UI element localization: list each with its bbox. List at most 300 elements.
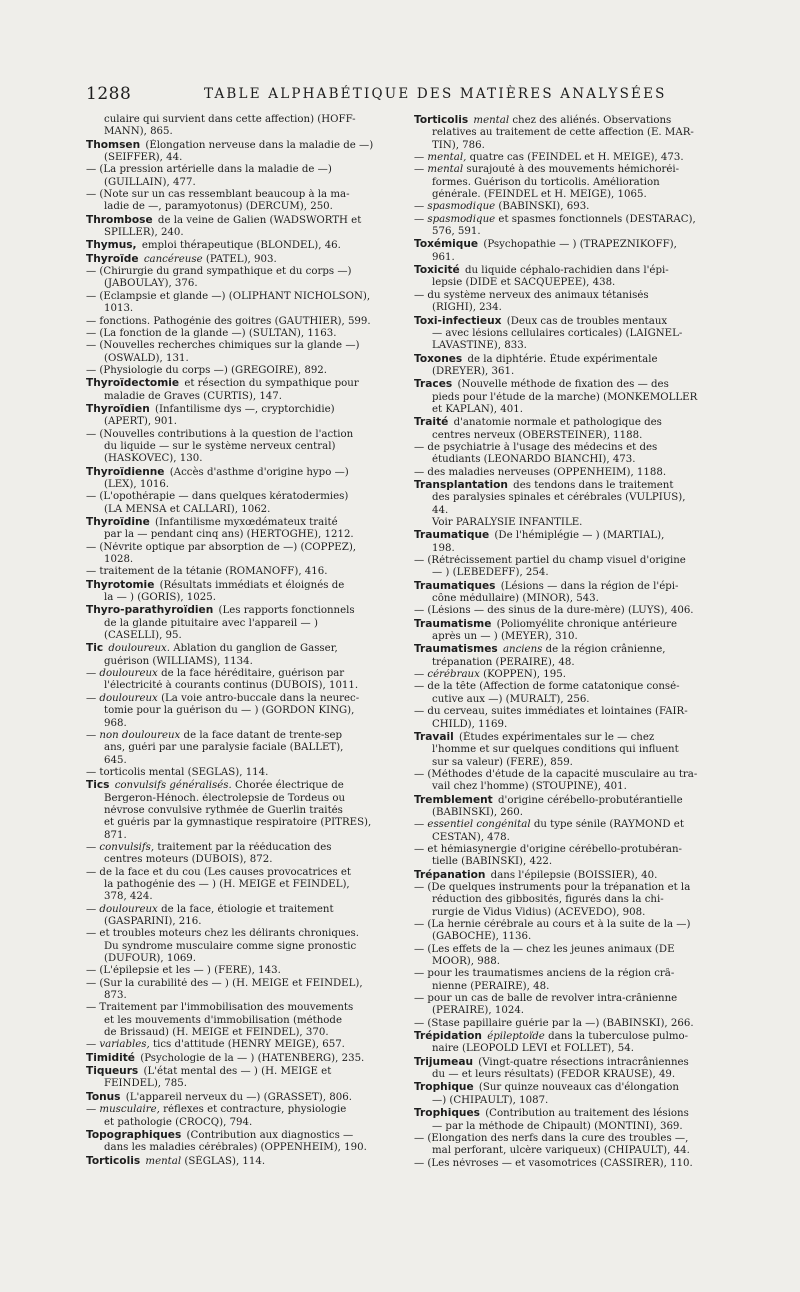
- index-entry-line: [86, 278, 388, 290]
- index-entry-line: [86, 377, 388, 390]
- index-text: — avec lésions cellulaires corticales) (LAIGNEL-: [432, 327, 683, 339]
- index-entry-line: [86, 1078, 388, 1090]
- index-entry-line: [86, 928, 388, 940]
- index-qualifier: convulsifs généralisés.: [114, 780, 232, 792]
- index-entry: [86, 403, 388, 429]
- index-entry-line: [414, 807, 716, 819]
- index-headword: Thyrotomie: [86, 578, 155, 591]
- index-entry-line: [86, 189, 388, 201]
- index-text: (DUFOUR), 1069.: [104, 953, 197, 965]
- index-entry-line: [86, 504, 388, 516]
- index-entry-line: [414, 669, 716, 681]
- index-text: lepsie (DIDE et SACQUÉPÉE), 438.: [432, 277, 616, 289]
- index-entry-line: [414, 290, 716, 302]
- index-entry-line: [86, 854, 388, 866]
- index-text: (De l'hémiplégie — ) (MARTIAL),: [494, 530, 665, 542]
- index-text: réduction des gibbosités, figurés dans la chi-: [432, 894, 664, 906]
- index-text: Chorée électrique de: [234, 780, 344, 792]
- index-text: (DREYER), 361.: [432, 365, 515, 377]
- index-text: 645.: [104, 754, 127, 766]
- index-entry-line: [86, 353, 388, 365]
- index-text: — Traitement par l'immobilisation des mouvements: [86, 1002, 354, 1014]
- index-entry: [86, 978, 388, 1003]
- index-entry: [86, 668, 388, 693]
- index-headword: Toxi-infectieux: [414, 314, 502, 327]
- index-entry-line: [414, 681, 716, 693]
- index-entry-line: [414, 907, 716, 919]
- index-entry-line: [86, 403, 388, 416]
- index-text: — (La fonction de la glande —) (SULTAN), 1163.: [86, 327, 337, 339]
- index-entry-line: [414, 140, 716, 152]
- index-entry-line: [414, 1121, 716, 1133]
- index-entry: [86, 139, 388, 165]
- index-entry-line: [414, 719, 716, 731]
- index-text: (OSWALD), 131.: [104, 352, 189, 364]
- index-text: — (Chirurgie du grand sympathique et du corps —): [86, 266, 352, 278]
- index-text: et pathologie (CROCQ), 794.: [104, 1116, 253, 1128]
- index-text: formes. Guérison du torticolis. Amélioration: [432, 176, 660, 188]
- index-text: ladie de —, paramyotonus) (DERCUM), 250.: [104, 201, 333, 213]
- index-text: (APERT), 901.: [104, 416, 178, 428]
- index-entry-line: [414, 781, 716, 793]
- index-entry: [414, 944, 716, 969]
- index-entry-line: [414, 1133, 716, 1145]
- index-entry-line: [414, 1056, 716, 1069]
- index-text: — (L'épilepsie et les — ) (FÉRÉ), 143.: [86, 965, 281, 977]
- index-text: et les mouvements d'immobilisation (méthode: [104, 1014, 342, 1026]
- index-text: la pathogénie des — ) (H. MEIGE et FEINDEL),: [104, 878, 350, 890]
- index-headword: Timidité: [86, 1051, 135, 1064]
- index-entry: [86, 214, 388, 240]
- index-entry-line: [86, 990, 388, 1002]
- index-entry: [86, 965, 388, 977]
- index-entry-line: [414, 819, 716, 831]
- index-entry: [86, 266, 388, 291]
- index-entry-line: [86, 554, 388, 566]
- index-entry-line: [414, 152, 716, 164]
- index-entry-line: [86, 705, 388, 717]
- index-entry-line: [414, 618, 716, 631]
- index-text: — pour un cas de balle de revolver intra-crânienne: [414, 993, 678, 1005]
- index-entry-line: [414, 694, 716, 706]
- index-text: (Psychopathie — ) (TRAPEZNIKOFF),: [483, 239, 677, 251]
- index-text: (Vingt-quatre résections intracrâniennes: [478, 1056, 689, 1068]
- index-text: d'origine cérébello-probutérantielle: [498, 794, 683, 806]
- index-headword: Trépidation: [414, 1030, 482, 1043]
- index-entry-line: [86, 693, 388, 705]
- index-text: — (Eclampsie et glande —) (OLIPHANT NICHOLSON),: [86, 290, 371, 302]
- index-entry-line: [414, 856, 716, 868]
- index-entry-line: [414, 882, 716, 894]
- index-text: du liquide — sur le système nerveux central): [104, 440, 336, 452]
- index-entry-line: [414, 1069, 716, 1081]
- index-entry-line: [414, 657, 716, 669]
- index-entry: [414, 643, 716, 669]
- index-entry-line: [86, 453, 388, 465]
- index-qualifier: mental: [145, 1155, 182, 1167]
- index-entry-line: [86, 680, 388, 692]
- index-text: 378, 424.: [104, 891, 153, 903]
- index-entry: [414, 731, 716, 769]
- index-qualifier: épileptoïde: [487, 1031, 545, 1043]
- index-text: —) (CHIPAULT), 1087.: [432, 1094, 549, 1106]
- index-entry: [414, 517, 716, 529]
- index-entry: [86, 693, 388, 730]
- index-entry: [86, 779, 388, 842]
- index-text: centres nerveux (OBERSTEINER), 1188.: [432, 429, 643, 441]
- index-entry-line: [414, 252, 716, 264]
- index-text: (Résultats immédiats et éloignés de: [159, 579, 345, 591]
- index-text: pieds pour l'étude de la marche) (MONKEMOLLER: [432, 391, 698, 403]
- index-entry-line: [414, 1018, 716, 1030]
- index-entry-line: [86, 867, 388, 879]
- index-subheading: — variables,: [86, 1039, 150, 1051]
- index-text: — et troubles moteurs chez les délirants chroniques.: [86, 928, 359, 940]
- index-text: (PÉRAIRE), 1024.: [432, 1005, 525, 1017]
- index-text: — par la méthode de Chipault) (MONTINI), 369.: [432, 1120, 683, 1132]
- index-text: (RIGHI), 234.: [432, 302, 502, 314]
- index-text: — (Elongation des nerfs dans la cure des troubles —,: [414, 1132, 689, 1144]
- index-entry-line: [86, 164, 388, 176]
- index-text: — (La hernie cérébrale au cours et à la suite de la —): [414, 919, 691, 930]
- index-headword: Trijumeau: [414, 1055, 474, 1068]
- index-text: — (Physiologie du corps —) (GRÉGOIRE), 892.: [86, 364, 328, 376]
- index-text: étudiants (LEONARDO BIANCHI), 473.: [432, 454, 636, 466]
- index-entry-line: [414, 529, 716, 542]
- index-text: 44.: [432, 504, 449, 516]
- index-entry: [414, 605, 716, 617]
- index-text: du liquide céphalo-rachidien dans l'épi-: [464, 265, 669, 277]
- index-entry: [414, 794, 716, 820]
- index-headword: Traces: [414, 378, 453, 391]
- index-text: LAVASTINE), 833.: [432, 340, 527, 352]
- index-headword: Thymus,: [86, 239, 137, 252]
- index-entry-line: [86, 303, 388, 315]
- index-headword: Toxones: [414, 352, 463, 365]
- index-entry-line: [414, 277, 716, 289]
- index-entry: [86, 1091, 388, 1104]
- index-headword: Tiqueurs: [86, 1065, 139, 1078]
- index-entry: [86, 542, 388, 567]
- index-text: dans la tuberculose pulmo-: [548, 1031, 689, 1043]
- index-text: 871.: [104, 829, 127, 841]
- index-text: Bergeron-Hénoch. électrolepsie de Tordeus ou: [104, 792, 346, 804]
- index-text: 576, 591.: [432, 226, 481, 238]
- index-entry: [86, 239, 388, 252]
- index-entry-line: [414, 580, 716, 593]
- index-column-left: [86, 114, 388, 1234]
- index-text: (Contribution aux diagnostics —: [186, 1129, 354, 1141]
- index-entry: [86, 466, 388, 492]
- index-text: la — ) (GORIS), 1025.: [104, 592, 216, 604]
- index-entry: [414, 290, 716, 315]
- index-text: de la veine de Galien (WADSWORTH et: [157, 214, 362, 226]
- index-text: et guéris par la gymnastique respiratoire (PITRES),: [104, 817, 372, 829]
- index-entry-line: [86, 718, 388, 730]
- index-text: d'anatomie normale et pathologique des: [453, 417, 662, 429]
- index-text: CESTAN), 478.: [432, 831, 510, 843]
- index-entry-line: [414, 869, 716, 882]
- index-entry-line: [414, 832, 716, 844]
- index-text: (GABOCHE), 1136.: [432, 931, 532, 943]
- index-entry-line: [414, 931, 716, 943]
- index-entry-line: [414, 1005, 716, 1017]
- index-entry-line: [86, 391, 388, 403]
- index-text: — (Stase papillaire guérie par la —) (BABINSKI), 266.: [414, 1017, 694, 1029]
- index-entry: [414, 442, 716, 467]
- index-entry-line: [86, 227, 388, 239]
- index-entry-line: [414, 894, 716, 906]
- index-entry-line: [414, 315, 716, 328]
- index-entry-line: [86, 441, 388, 453]
- index-entry-line: [86, 1091, 388, 1104]
- index-entry-line: [86, 365, 388, 377]
- index-text: tielle (BABINSKI), 422.: [432, 856, 553, 868]
- index-headword: Thyroïde: [86, 252, 139, 265]
- running-title: TABLE ALPHABÉTIQUE DES MATIÈRES ANALYSÉES: [204, 86, 667, 102]
- index-text: (Deux cas de troubles mentaux: [506, 315, 668, 327]
- index-headword: Traumatiques: [414, 579, 496, 592]
- index-text: — du cerveau, suites immédiates et lointaines (FAIR-: [414, 706, 688, 718]
- index-entry-line: [86, 291, 388, 303]
- index-entry-line: [86, 656, 388, 668]
- index-entry-line: [86, 793, 388, 805]
- index-headword: Tic: [86, 642, 104, 655]
- index-text: — torticolis mental (SÉGLAS), 114.: [86, 766, 269, 778]
- index-text: par la — pendant cinq ans) (HERTOGHE), 1212.: [104, 529, 354, 541]
- index-headword: Thrombose: [86, 213, 153, 226]
- index-entry-line: [86, 340, 388, 352]
- index-text: névrose convulsive rythmée de Guerlin traités: [104, 804, 343, 816]
- index-entry-line: [414, 1145, 716, 1157]
- index-entry-line: [414, 543, 716, 555]
- index-entry-line: [414, 238, 716, 251]
- index-text: nienne (PÉRAIRE), 48.: [432, 980, 550, 992]
- index-text: de la face datant de trente-sep: [183, 729, 343, 741]
- index-entry-line: [414, 631, 716, 643]
- index-entry: [414, 919, 716, 944]
- index-text: quatre cas (FEINDEL et H. MEIGE), 473.: [469, 152, 684, 164]
- index-headword: Traité: [414, 416, 449, 429]
- index-entry-line: [414, 264, 716, 277]
- index-text: 1028.: [104, 554, 134, 566]
- index-text: — (L'opothérapie — dans quelques kératodermies): [86, 491, 349, 503]
- index-entry: [86, 328, 388, 340]
- index-text: Du syndrome musculaire comme signe pronostic: [104, 940, 357, 952]
- index-text: dans les maladies cérébrales) (OPPENHEIM), 190.: [104, 1142, 367, 1154]
- index-entry-line: [86, 1039, 388, 1051]
- index-entry-line: [414, 442, 716, 454]
- index-entry-line: [414, 1030, 716, 1043]
- index-text: (Poliomyélite chronique antérieure: [496, 618, 677, 630]
- index-entry: [86, 516, 388, 542]
- index-entry: [414, 1158, 716, 1170]
- index-entry: [414, 1056, 716, 1082]
- index-text: 961.: [432, 251, 455, 263]
- index-entry-line: [86, 805, 388, 817]
- index-entry-line: [414, 505, 716, 517]
- index-subheading: — spasmodique: [414, 201, 496, 213]
- index-entry: [414, 1133, 716, 1158]
- index-text: trépanation (PÉRAIRE), 48.: [432, 656, 575, 668]
- index-text: — du système nerveux des animaux tétanisés: [414, 289, 649, 301]
- index-text: (L'état mental des — ) (H. MEIGE et: [143, 1066, 332, 1078]
- index-subheading: — musculaire,: [86, 1104, 160, 1116]
- index-entry: [86, 904, 388, 929]
- index-entry-line: [86, 1155, 388, 1168]
- index-entry-line: [86, 566, 388, 578]
- index-entry-line: [86, 1142, 388, 1154]
- index-text: (Nouvelle méthode de fixation des — des: [457, 379, 669, 391]
- index-entry-line: [414, 114, 716, 127]
- index-entry-line: [414, 366, 716, 378]
- index-entry-line: [86, 152, 388, 164]
- index-entry-line: [414, 956, 716, 968]
- index-text: — fonctions. Pathogénie des goitres (GAUTHIER), 599.: [86, 315, 371, 327]
- index-text: (GUILLAIN), 477.: [104, 176, 196, 188]
- index-qualifier: douloureux.: [108, 643, 171, 655]
- index-entry: [86, 867, 388, 904]
- index-entry: [86, 1129, 388, 1155]
- index-entry: [86, 1065, 388, 1091]
- index-entry-line: [414, 744, 716, 756]
- index-text: après un — ) (MEYER), 310.: [432, 631, 578, 643]
- index-text: — (La pression artérielle dans la maladie de —): [86, 164, 332, 176]
- index-text: — pour les traumatismes anciens de la région crâ-: [414, 968, 675, 980]
- index-text: (JABOULAY), 376.: [104, 278, 198, 290]
- index-text: de la face héréditaire, guérison par: [161, 668, 345, 680]
- index-entry-line: [414, 392, 716, 404]
- index-entry-line: [86, 214, 388, 227]
- page-number: 1288: [86, 84, 132, 104]
- index-headword: Topographiques: [86, 1128, 182, 1141]
- index-text: MANN), 865.: [104, 126, 173, 138]
- index-text: surajouté à des mouvements hémichoréi-: [466, 164, 680, 176]
- index-entry-line: [414, 517, 716, 529]
- index-headword: Tremblement: [414, 793, 493, 806]
- index-entry-line: [414, 430, 716, 442]
- index-text: — de la tête (Affection de forme catatonique consé-: [414, 681, 680, 693]
- index-entry-line: [86, 328, 388, 340]
- index-entry: [86, 316, 388, 328]
- index-text: tomie pour la guérison du — ) (GORDON KING),: [104, 705, 355, 717]
- index-entry-line: [414, 844, 716, 856]
- index-entry: [414, 1081, 716, 1107]
- index-subheading: — mental: [414, 164, 464, 176]
- index-text: (PATEL), 903.: [205, 253, 277, 265]
- index-entry: [86, 114, 388, 139]
- index-entry-line: [86, 630, 388, 642]
- index-entry: [86, 1155, 388, 1168]
- index-entry-line: [414, 919, 716, 931]
- index-entry-line: [86, 201, 388, 213]
- index-entry-line: [414, 555, 716, 567]
- index-entry: [414, 214, 716, 239]
- index-entry-line: [86, 879, 388, 891]
- index-text: (BABINSKI), 693.: [498, 201, 590, 213]
- index-entry: [86, 1039, 388, 1051]
- index-entry-line: [86, 266, 388, 278]
- index-entry: [414, 882, 716, 919]
- index-text: (Élongation nerveuse dans la maladie de —): [145, 139, 374, 151]
- index-entry-line: [86, 126, 388, 138]
- index-entry: [414, 164, 716, 201]
- index-text: mal perforant, ulcère variqueux) (CHIPAULT), 44.: [432, 1145, 690, 1157]
- index-text: du type sénile (RAYMOND et: [533, 819, 684, 831]
- index-text: sur sa valeur) (FÉRÉ), 859.: [432, 756, 573, 768]
- index-text: cône médullaire) (MINOR), 543.: [432, 593, 599, 605]
- index-entry: [414, 618, 716, 644]
- index-text: (LEX), 1016.: [104, 478, 170, 490]
- index-text: relatives au traitement de cette affection (E. MAR-: [432, 127, 694, 139]
- index-entry-line: [86, 779, 388, 792]
- index-entry-line: [86, 1015, 388, 1027]
- index-headword: Transplantation: [414, 478, 508, 491]
- index-entry-line: [414, 968, 716, 980]
- index-entry-line: [414, 127, 716, 139]
- index-entry-line: [86, 842, 388, 854]
- index-entry-line: [86, 479, 388, 491]
- index-entry-line: [414, 164, 716, 176]
- index-text: cutive aux —) (MURALT), 256.: [432, 693, 590, 705]
- index-text: centres moteurs (DUBOIS), 872.: [104, 854, 273, 866]
- index-entry: [86, 566, 388, 578]
- index-entry-line: [414, 226, 716, 238]
- index-text: (Accès d'asthme d'origine hypo —): [169, 466, 349, 478]
- index-entry-line: [86, 668, 388, 680]
- index-text: (Études expérimentales sur le — chez: [459, 731, 655, 743]
- index-entry-line: [86, 416, 388, 428]
- index-entry-line: [86, 592, 388, 604]
- index-text: CHILD), 1169.: [432, 718, 508, 730]
- index-entry: [86, 730, 388, 767]
- index-entry-line: [414, 981, 716, 993]
- index-entry: [86, 1052, 388, 1065]
- index-entry: [414, 706, 716, 731]
- index-entry: [86, 340, 388, 365]
- index-entry-line: [86, 618, 388, 630]
- index-entry: [414, 315, 716, 353]
- index-text: (CASELLI), 95.: [104, 630, 182, 642]
- index-entry: [414, 819, 716, 844]
- index-entry-line: [414, 993, 716, 1005]
- index-text: l'homme et sur quelques conditions qui influent: [432, 744, 679, 756]
- index-entry-line: [86, 239, 388, 252]
- index-entry-line: [86, 830, 388, 842]
- index-entry: [414, 353, 716, 379]
- index-text: de la région crânienne,: [545, 644, 666, 656]
- index-entry-line: [86, 491, 388, 503]
- index-entry-line: [86, 817, 388, 829]
- index-entry: [86, 491, 388, 516]
- index-headword: Trophique: [414, 1081, 474, 1094]
- index-entry-line: [86, 516, 388, 529]
- index-text: TIN), 786.: [432, 139, 485, 151]
- index-entry: [414, 869, 716, 882]
- index-entry: [86, 1002, 388, 1039]
- index-entry-line: [86, 1027, 388, 1039]
- index-text: réflexes et contracture, physiologie: [163, 1104, 347, 1116]
- index-text: SPILLER), 240.: [104, 227, 184, 239]
- index-text: — ) (LEBEDEFF), 254.: [432, 567, 549, 579]
- index-entry-line: [414, 706, 716, 718]
- index-text: — (Rétrécissement partiel du champ visuel d'origine: [414, 555, 686, 567]
- index-entry-line: [414, 731, 716, 744]
- index-text: de la face, étiologie et traitement: [161, 903, 334, 915]
- index-entry: [414, 264, 716, 290]
- index-entry-line: [86, 1052, 388, 1065]
- index-text: — (Méthodes d'étude de la capacité musculaire au tra-: [414, 768, 698, 780]
